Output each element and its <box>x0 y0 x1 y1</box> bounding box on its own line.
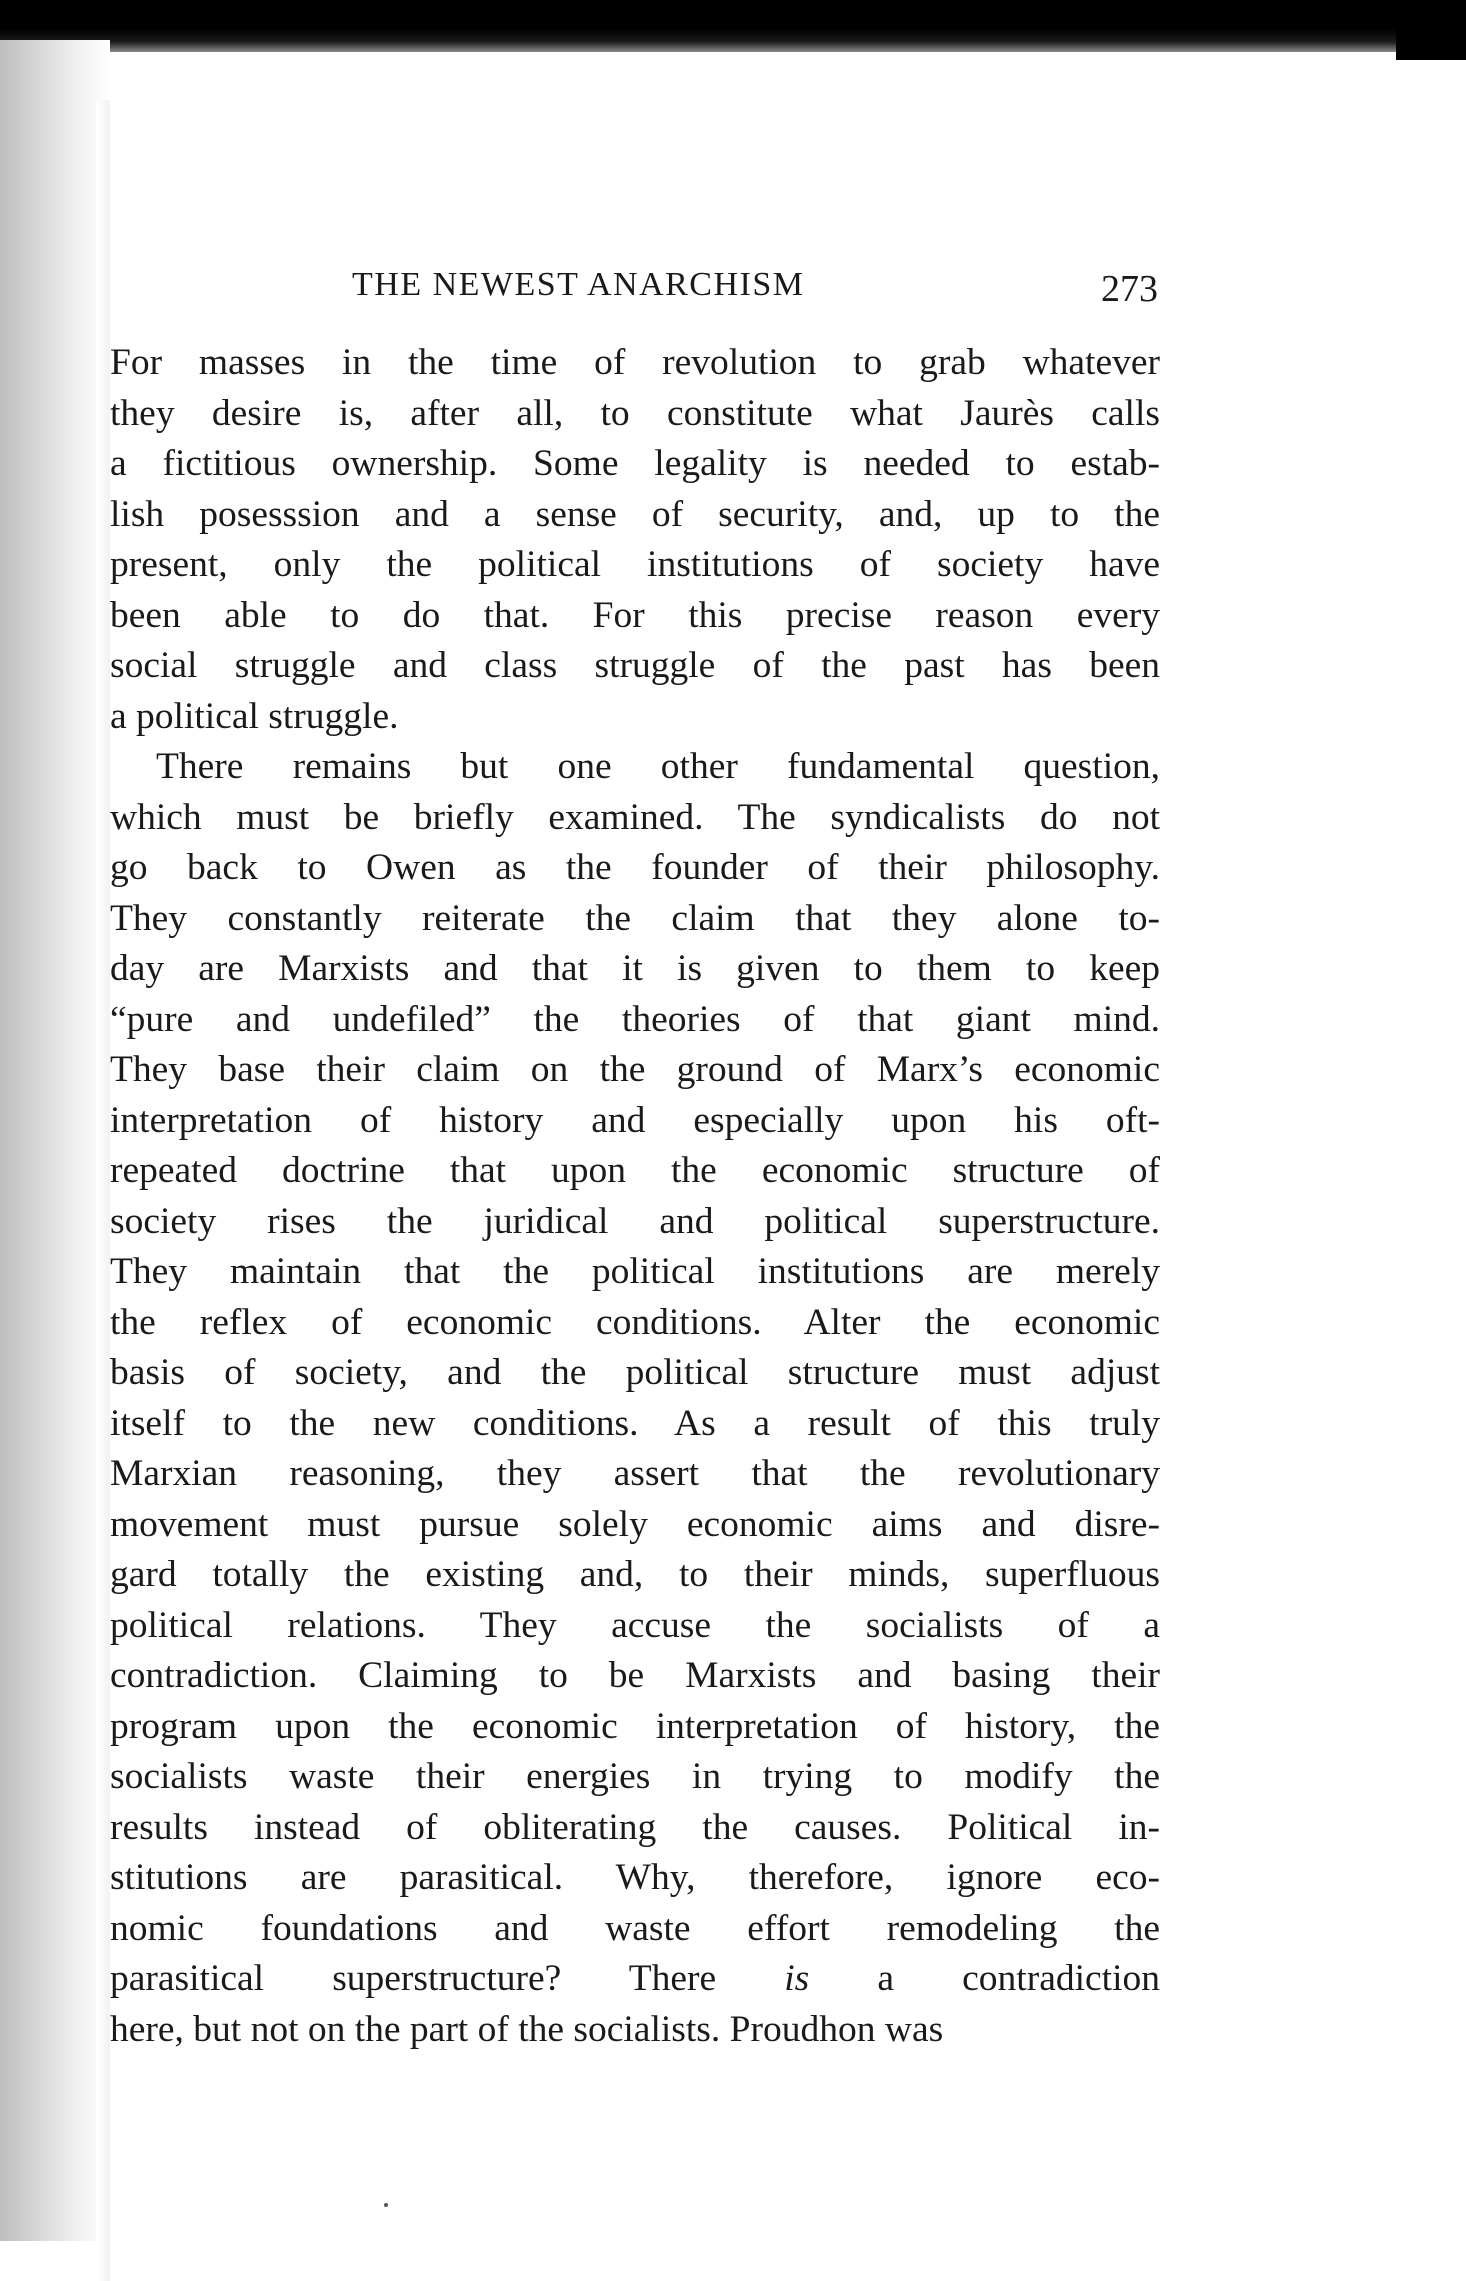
text-line: political relations. They accuse the socialists of a <box>110 1604 1160 1646</box>
text-line: movement must pursue solely economic aims and disre- <box>110 1503 1160 1545</box>
text-line: For masses in the time of revolution to grab whatever <box>110 342 1160 383</box>
text-line: which must be briefly examined. The syndicalists do not <box>110 796 1160 838</box>
text-line: day are Marxists and that it is given to them to keep <box>110 948 1160 989</box>
page-header <box>110 255 1160 315</box>
text-line: stitutions are parasitical. Why, therefore, ignore eco- <box>110 1857 1160 1898</box>
text-line: here, but not on the part of the socialists. Proudhon was <box>110 2008 944 2050</box>
gutter-fade <box>96 100 110 2281</box>
text-line: gard totally the existing and, to their minds, superfluous <box>110 1554 1160 1595</box>
page-number: 273 <box>1101 268 1158 310</box>
text-line: They constantly reiterate the claim that they alone to- <box>110 897 1160 939</box>
text-line: They maintain that the political institutions are merely <box>110 1251 1160 1292</box>
text-line: socialists waste their energies in trying to modify the <box>110 1756 1160 1797</box>
text-line: They base their claim on the ground of Marx’s economic <box>110 1049 1160 1090</box>
text-line: program upon the economic interpretation of history, the <box>110 1705 1160 1747</box>
scan-top-border <box>0 0 1466 52</box>
italic-emphasis: is <box>784 1958 810 1999</box>
text-line: itself to the new conditions. As a result of this truly <box>110 1402 1160 1444</box>
text-line: basis of society, and the political structure must adjust <box>110 1352 1160 1393</box>
text-line: “pure and undefiled” the theories of that giant mind. <box>110 998 1160 1040</box>
text-line: go back to Owen as the founder of their philosophy. <box>110 847 1160 888</box>
text-line: a fictitious ownership. Some legality is needed to estab- <box>110 443 1160 484</box>
scan-binding-gutter <box>0 40 110 2241</box>
text-line: results instead of obliterating the causes. Political in- <box>110 1806 1160 1848</box>
text-line: interpretation of history and especially upon his oft- <box>110 1099 1160 1141</box>
text-line: they desire is, after all, to constitute what Jaurès calls <box>110 392 1160 434</box>
text-segment: parasitical superstructure? There <box>110 1958 717 1999</box>
text-line: a political struggle. <box>110 695 399 737</box>
text-line: the reflex of economic conditions. Alter the economic <box>110 1301 1160 1343</box>
text-line: repeated doctrine that upon the economic structure of <box>110 1150 1160 1191</box>
text-line: social struggle and class struggle of the past has been <box>110 645 1160 686</box>
scan-top-right-corner <box>1396 0 1466 60</box>
text-segment: a contradiction <box>877 1958 1161 1999</box>
scan-speck <box>384 2203 388 2207</box>
text-line: been able to do that. For this precise reason every <box>110 594 1160 636</box>
text-line: There remains but one other fundamental question, <box>156 746 1160 787</box>
text-line-italic <box>110 1954 1160 2005</box>
text-line: society rises the juridical and political superstructure. <box>110 1200 1160 1242</box>
text-line: lish posesssion and a sense of security, and, up to the <box>110 493 1160 535</box>
body-text <box>110 338 1160 2055</box>
text-line: contradiction. Claiming to be Marxists and basing their <box>110 1655 1160 1696</box>
running-head: THE NEWEST ANARCHISM <box>352 266 805 303</box>
text-line: nomic foundations and waste effort remodeling the <box>110 1907 1160 1949</box>
text-line: Marxian reasoning, they assert that the revolutionary <box>110 1453 1160 1494</box>
text-line: present, only the political institutions of society have <box>110 544 1160 585</box>
